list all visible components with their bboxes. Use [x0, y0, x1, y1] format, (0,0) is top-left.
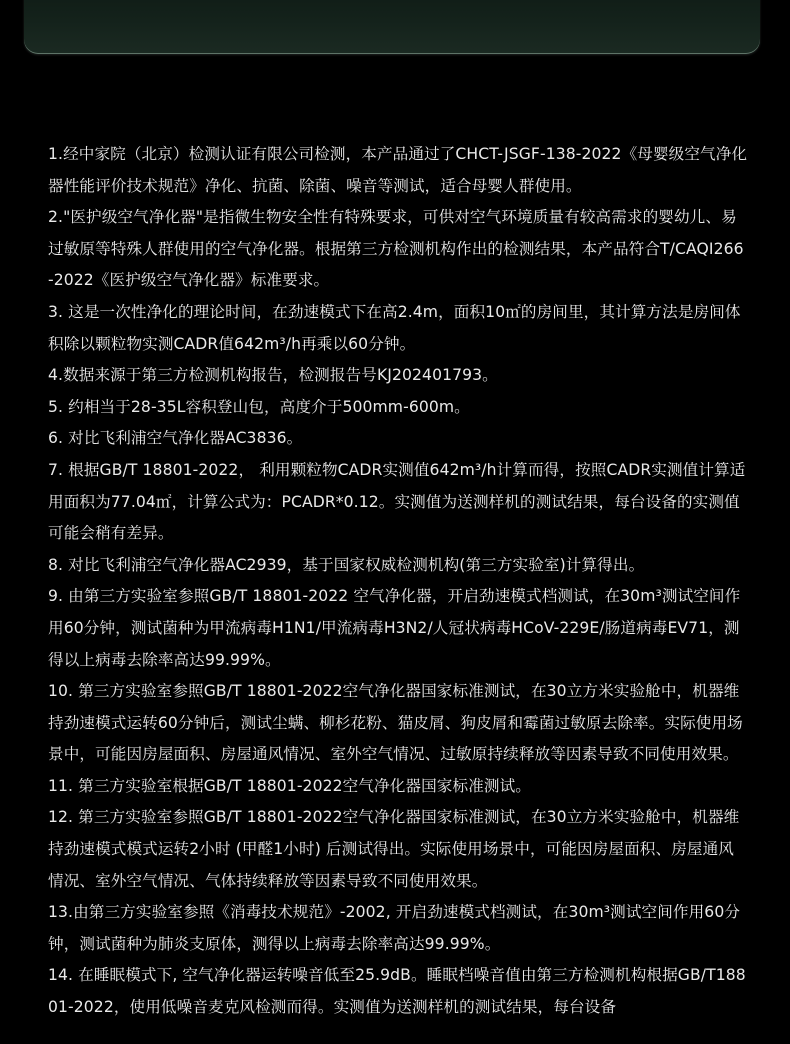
footnote-1: 1.经中家院（北京）检测认证有限公司检测，本产品通过了CHCT-JSGF-138-2022《母婴级空气净化器性能评价技术规范》净化、抗菌、除菌、噪音等测试，适合母婴人群使用。 [48, 145, 748, 195]
footnote-14: 14. 在睡眠模式下, 空气净化器运转噪音低至25.9dB。睡眠档噪音值由第三方检测机构根据GB/T18801-2022，使用低噪音麦克风检测而得。实测值为送测样机的测试结果，每台设备 [48, 966, 746, 1017]
footnote-10: 10. 第三方实验室参照GB/T 18801-2022空气净化器国家标准测试，在30立方米实验舱中，机器维持劲速模式运转60分钟后，测试尘螨、柳杉花粉、猫皮屑、狗皮屑和霉菌过敏原去除率。实际使用场景中，可能因房屋面积、房屋通风情况、室外空气情况、过敏原持续释放等因素导致不同使用效果。 [48, 682, 743, 764]
footnote-11: 11. 第三方实验室根据GB/T 18801-2022空气净化器国家标准测试。 [48, 776, 531, 795]
footnote-2: 2."医护级空气净化器"是指微生物安全性有特殊要求，可供对空气环境质量有较高需求的婴幼儿、易过敏原等特殊人群使用的空气净化器。根据第三方检测机构作出的检测结果，本产品符合T/CAQI266-2022《医护级空气净化器》标准要求。 [48, 208, 744, 290]
footnote-9: 9. 由第三方实验室参照GB/T 18801-2022 空气净化器，开启劲速模式档测试，在30m³测试空间作用60分钟，测试菌种为甲流病毒H1N1/甲流病毒H3N2/人冠状病毒HCoV-229E/肠道病毒EV71，测得以上病毒去除率高达99.99%。 [48, 587, 741, 669]
top-card-panel [24, 0, 760, 54]
footnote-12: 12. 第三方实验室参照GB/T 18801-2022空气净化器国家标准测试，在30立方米实验舱中，机器维持劲速模式模式运转2小时 (甲醛1小时) 后测试得出。实际使用场景中，可能因房屋面积、房屋通风情况、室外空气情况、气体持续释放等因素导致不同使用效果。 [48, 808, 740, 890]
footnote-8: 8. 对比飞利浦空气净化器AC2939，基于国家权威检测机构(第三方实验室)计算得出。 [48, 555, 645, 574]
footnote-7: 7. 根据GB/T 18801-2022， 利用颗粒物CADR实测值642m³/h计算而得，按照CADR实测值计算适用面积为77.04㎡，计算公式为：PCADR*0.12。实测值为送测样机的测试结果，每台设备的实测值可能会稍有差异。 [48, 460, 746, 543]
footnote-13: 13.由第三方实验室参照《消毒技术规范》-2002, 开启劲速模式档测试，在30m³测试空间作用60分钟，测试菌种为肺炎支原体，测得以上病毒去除率高达99.99%。 [48, 903, 741, 953]
footnote-4: 4.数据来源于第三方检测机构报告，检测报告号KJ202401793。 [48, 366, 498, 385]
footnotes-list [48, 139, 748, 1024]
footnote-5: 5. 约相当于28-35L容积登山包，高度介于500mm-600m。 [48, 397, 470, 416]
footnote-6: 6. 对比飞利浦空气净化器AC3836。 [48, 429, 303, 448]
footnote-3: 3. 这是一次性净化的理论时间，在劲速模式下在高2.4m，面积10㎡的房间里，其计算方法是房间体积除以颗粒物实测CADR值642m³/h再乘以60分钟。 [48, 302, 741, 353]
